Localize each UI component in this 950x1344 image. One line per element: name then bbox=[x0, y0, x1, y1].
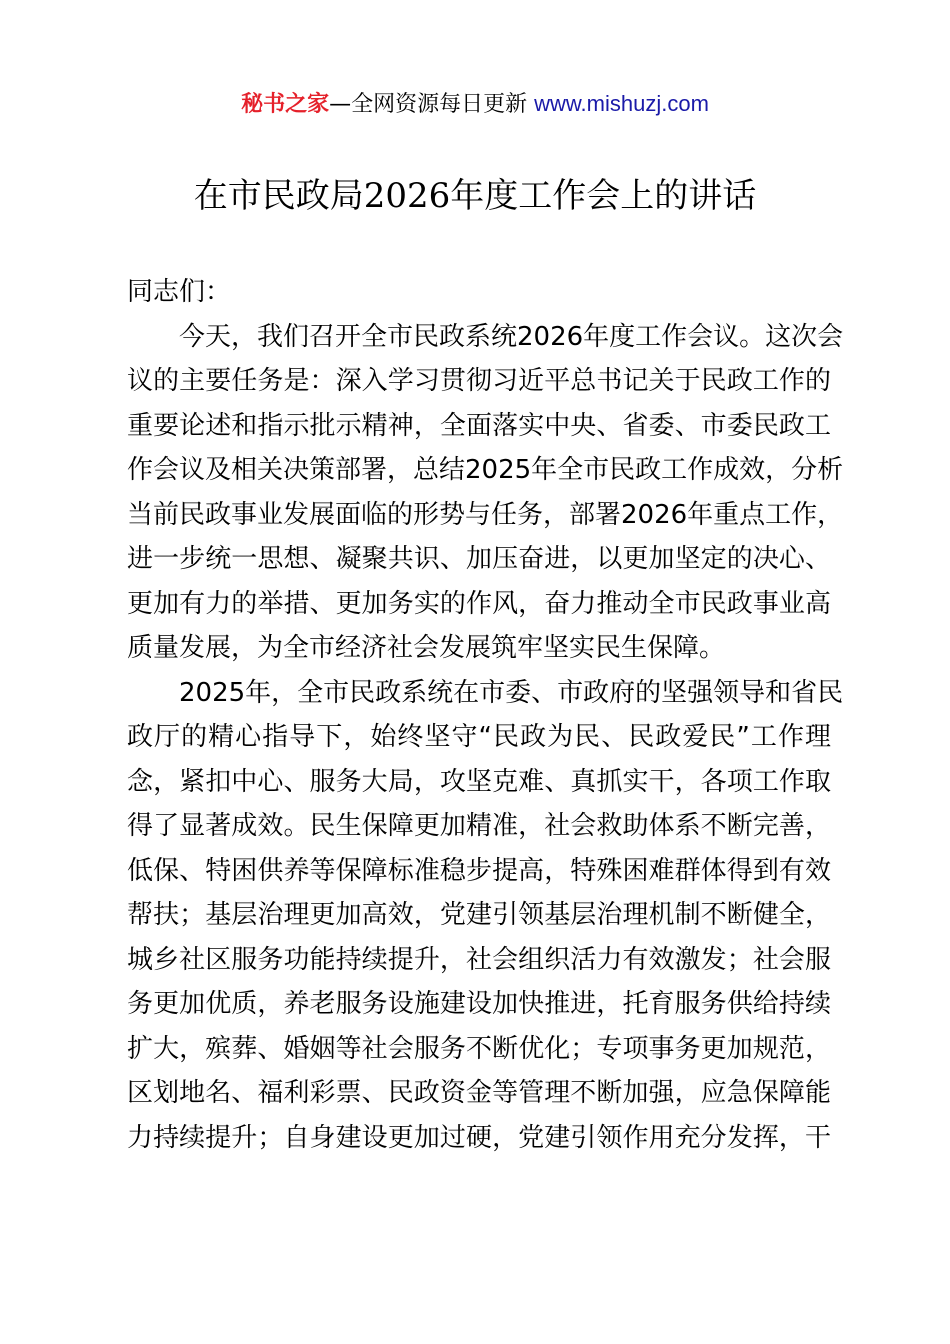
text-line: 帮扶；基层治理更加高效，党建引领基层治理机制不断健全， bbox=[127, 900, 831, 930]
text-line: 作会议及相关决策部署，总结2025年全市民政工作成效，分析 bbox=[127, 455, 844, 485]
text-line: 质量发展，为全市经济社会发展筑牢坚实民生保障。 bbox=[127, 633, 726, 663]
brand-name: 秘书之家 bbox=[241, 92, 330, 117]
paragraph-1 bbox=[127, 315, 844, 671]
text-line: 2025年，全市民政系统在市委、市政府的坚强领导和省民 bbox=[179, 677, 844, 708]
text-line: 扩大，殡葬、婚姻等社会服务不断优化；专项事务更加规范， bbox=[127, 1033, 831, 1064]
text-line: 力持续提升；自身建设更加过硬，党建引领作用充分发挥，干 bbox=[127, 1122, 831, 1153]
text-line: 重要论述和指示批示精神，全面落实中央、省委、市委民政工 bbox=[127, 410, 831, 441]
text-line: 今天，我们召开全市民政系统2026年度工作会议。这次会 bbox=[179, 321, 844, 352]
document-body bbox=[127, 270, 844, 1160]
text-line: 务更加优质，养老服务设施建设加快推进，托育服务供给持续 bbox=[127, 989, 831, 1019]
text-line: 更加有力的举措、更加务实的作风，奋力推动全市民政事业高 bbox=[127, 588, 831, 619]
site-header bbox=[0, 88, 950, 121]
text-line: 进一步统一思想、凝聚共识、加压奋进，以更加坚定的决心、 bbox=[127, 544, 831, 574]
text-line: 城乡社区服务功能持续提升，社会组织活力有效激发；社会服 bbox=[127, 944, 831, 975]
document-title: 在市民政局2026年度工作会上的讲话 bbox=[193, 176, 757, 216]
text-line: 当前民政事业发展面临的形势与任务，部署2026年重点工作， bbox=[127, 499, 844, 530]
text-line: 得了显著成效。民生保障更加精准，社会救助体系不断完善， bbox=[127, 811, 831, 841]
text-line: 议的主要任务是：深入学习贯彻习近平总书记关于民政工作的 bbox=[127, 366, 831, 396]
text-line: 低保、特困供养等保障标准稳步提高，特殊困难群体得到有效 bbox=[127, 855, 831, 886]
paragraph-2 bbox=[127, 671, 844, 1161]
site-url-link[interactable]: www.mishuzj.com bbox=[534, 91, 709, 116]
text-line: 念，紧扣中心、服务大局，攻坚克难、真抓实干，各项工作取 bbox=[127, 766, 831, 797]
header-slogan: —全网资源每日更新 bbox=[329, 92, 535, 117]
text-line: 政厅的精心指导下，始终坚守“民政为民、民政爱民”工作理 bbox=[127, 722, 831, 752]
text-line: 区划地名、福利彩票、民政资金等管理不断加强，应急保障能 bbox=[127, 1078, 831, 1108]
salutation: 同志们： bbox=[127, 277, 232, 307]
